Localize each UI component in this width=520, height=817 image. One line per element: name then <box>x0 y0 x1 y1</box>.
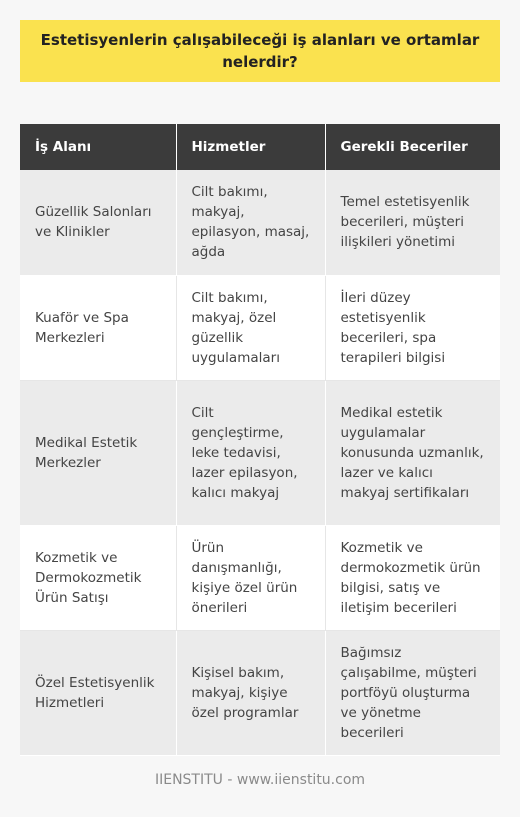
header-gerekli-beceriler: Gerekli Beceriler <box>325 124 500 170</box>
cell-skills: İleri düzey estetisyenlik becerileri, spa terapileri bilgisi <box>325 275 500 380</box>
cell-area: Güzellik Salonları ve Klinikler <box>20 170 176 275</box>
table-row <box>20 630 500 755</box>
cell-services: Cilt bakımı, makyaj, özel güzellik uygulamaları <box>176 275 325 380</box>
cell-services: Kişisel bakım, makyaj, kişiye özel programlar <box>176 630 325 755</box>
header-hizmetler: Hizmetler <box>176 124 325 170</box>
cell-skills: Medikal estetik uygulamalar konusunda uzmanlık, lazer ve kalıcı makyaj sertifikaları <box>325 380 500 525</box>
cell-skills: Temel estetisyenlik becerileri, müşteri ilişkileri yönetimi <box>325 170 500 275</box>
page-title: Estetisyenlerin çalışabileceği iş alanları ve ortamlar nelerdir? <box>40 31 480 71</box>
header-is-alani: İş Alanı <box>20 124 176 170</box>
cell-area: Medikal Estetik Merkezler <box>20 380 176 525</box>
cell-services: Ürün danışmanlığı, kişiye özel ürün önerileri <box>176 525 325 630</box>
cell-services: Cilt bakımı, makyaj, epilasyon, masaj, ağda <box>176 170 325 275</box>
table-header-row <box>20 124 500 170</box>
footer-credit: IIENSTITU - www.iienstitu.com <box>154 772 366 788</box>
info-table <box>20 124 500 756</box>
title-banner <box>20 20 500 82</box>
cell-skills: Kozmetik ve dermokozmetik ürün bilgisi, satış ve iletişim becerileri <box>325 525 500 630</box>
cell-skills: Bağımsız çalışabilme, müşteri portföyü oluşturma ve yönetme becerileri <box>325 630 500 755</box>
cell-services: Cilt gençleştirme, leke tedavisi, lazer epilasyon, kalıcı makyaj <box>176 380 325 525</box>
table-row <box>20 380 500 525</box>
table-row <box>20 170 500 275</box>
table-row <box>20 275 500 380</box>
table-row <box>20 525 500 630</box>
cell-area: Kuaför ve Spa Merkezleri <box>20 275 176 380</box>
cell-area: Kozmetik ve Dermokozmetik Ürün Satışı <box>20 525 176 630</box>
cell-area: Özel Estetisyenlik Hizmetleri <box>20 630 176 755</box>
